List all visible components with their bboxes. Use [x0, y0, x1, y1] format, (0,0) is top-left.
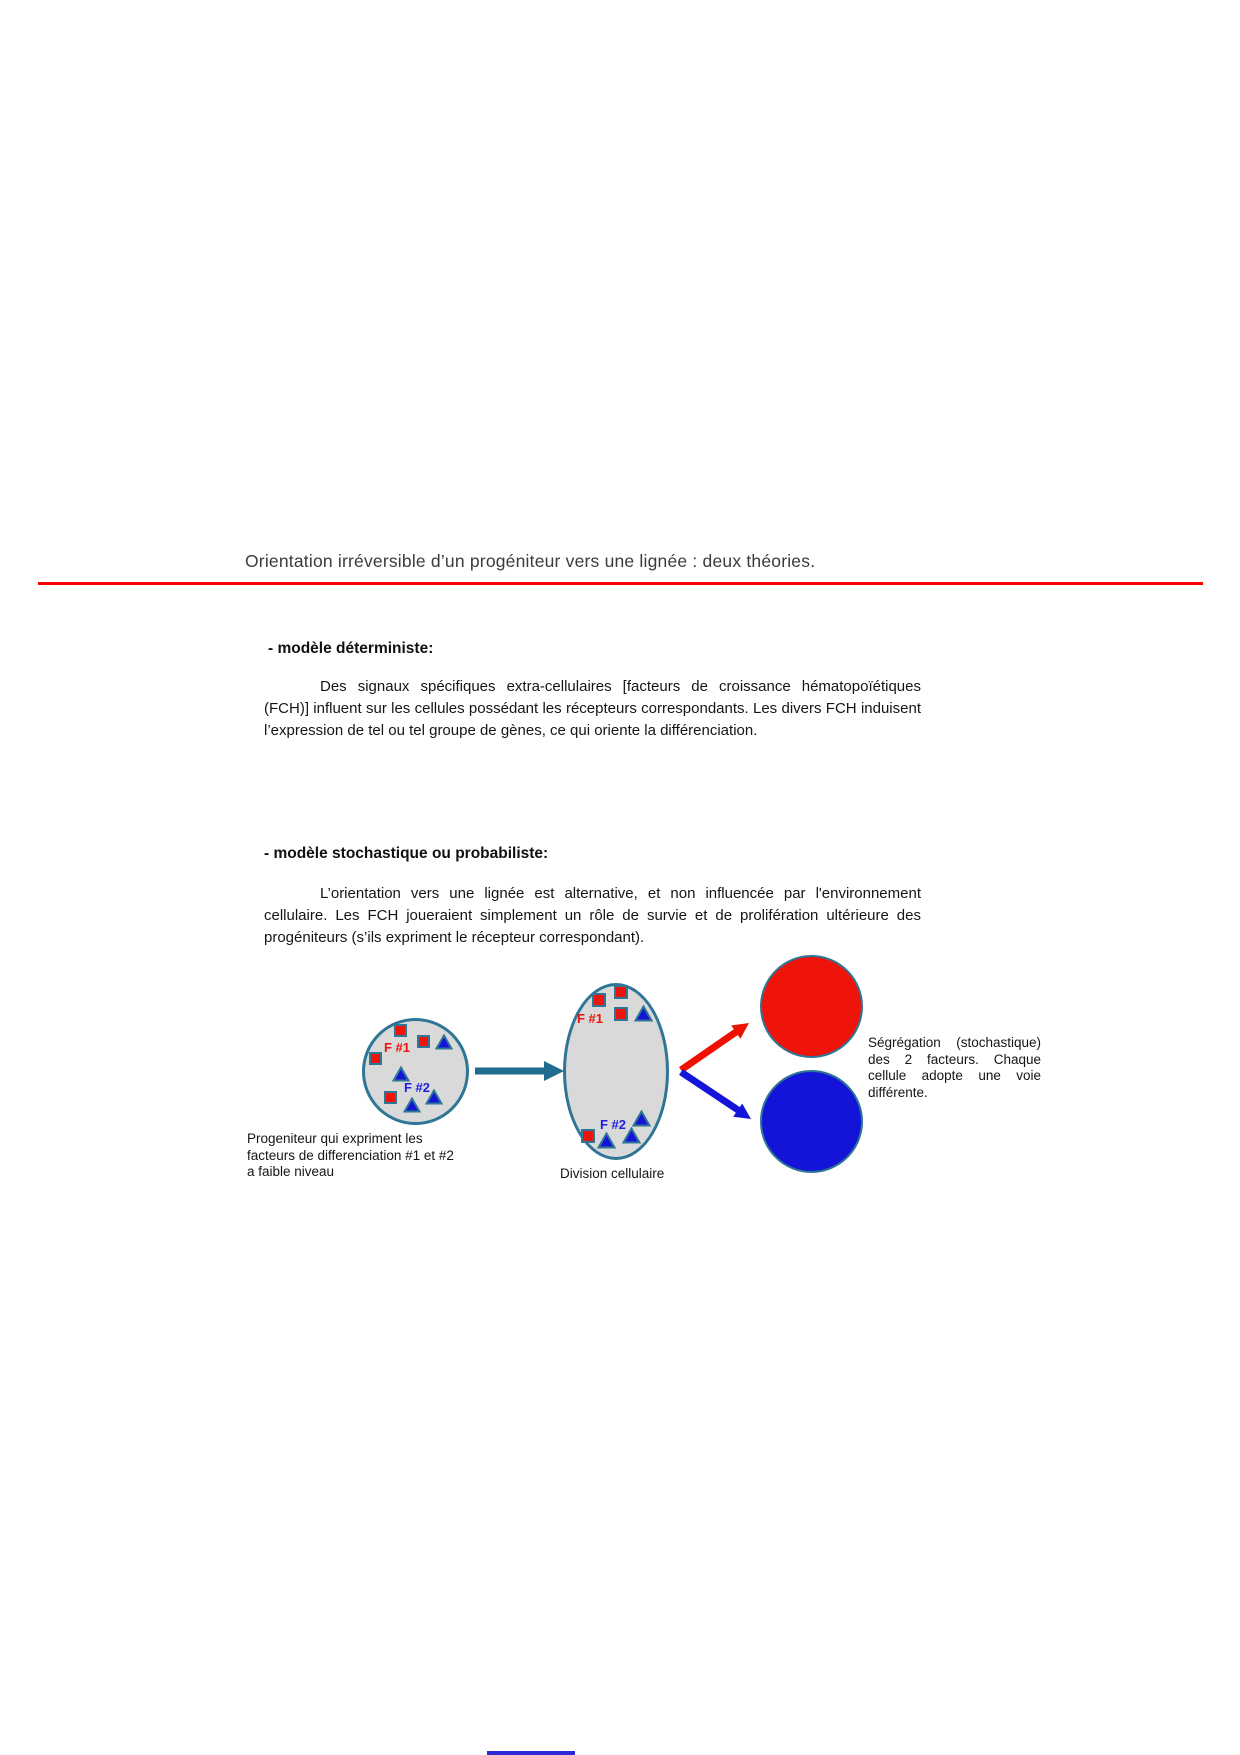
deterministic-paragraph: Des signaux spécifiques extra-cellulaires [facteurs de croissance hématopoïétiques (FCH)] influent sur les cellules possédant les récepteurs correspondants. Les divers FCH induisent l’expression de tel ou tel groupe de gènes, ce qui oriente la différenciation. — [264, 678, 921, 739]
factor1-square-icon — [384, 1091, 397, 1104]
factor2-label: F #2 — [600, 1117, 627, 1132]
progenitor-caption-line: facteurs de differenciation #1 et #2 — [247, 1147, 454, 1163]
deterministic-heading: - modèle déterministe: — [268, 640, 434, 657]
stochastic-heading: - modèle stochastique ou probabiliste: — [264, 845, 549, 862]
diagram-arrows — [420, 940, 880, 1200]
progenitor-caption-line: Progeniteur qui expriment les — [247, 1131, 423, 1146]
progenitor-caption — [247, 1131, 454, 1181]
page-break-marker — [487, 1751, 575, 1755]
factor1-square-icon — [394, 1024, 407, 1037]
factor2-label: F #2 — [404, 1080, 431, 1095]
blue-path-arrow — [681, 1072, 751, 1119]
factor1-label: F #1 — [577, 1011, 604, 1026]
division-caption: Division cellulaire — [560, 1166, 665, 1181]
factor1-label: F #1 — [384, 1040, 411, 1055]
stochastic-paragraph: L’orientation vers une lignée est alternative, et non influencée par l'environnement cellulaire. Les FCH joueraient simplement un rôle de survie et de prolifération ultérieure des progéniteurs (s’ils expriment le récepteur correspondant). — [264, 885, 921, 946]
title-underline-rule — [38, 582, 1203, 585]
factor1-square-icon — [369, 1052, 382, 1065]
progenitor-caption-line: a faible niveau — [247, 1164, 335, 1179]
red-path-arrow — [681, 1023, 749, 1070]
segregation-caption: Ségrégation (stochastique) des 2 facteurs. Chaque cellule adopte une voie différente. — [868, 1035, 1041, 1100]
factor2-triangle-icon — [403, 1097, 421, 1113]
page-title: Orientation irréversible d’un progéniteur vers une lignée : deux théories. — [245, 551, 816, 571]
division-arrow — [475, 1061, 564, 1081]
